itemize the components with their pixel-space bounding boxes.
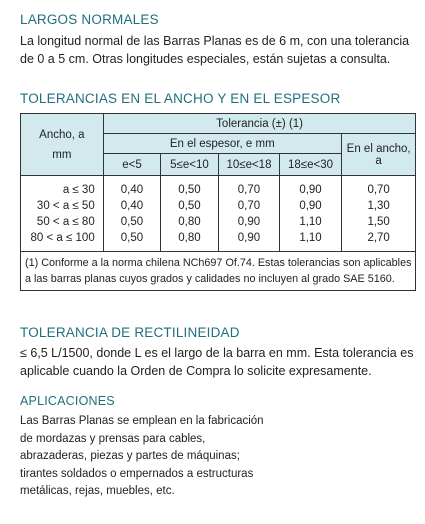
aplicaciones-line: de mordazas y prensas para cables,	[20, 432, 206, 445]
table-value: 1,50	[367, 215, 390, 228]
table-value: 1,10	[299, 231, 322, 244]
ancho-tol-header	[341, 134, 416, 176]
table-value: 0,90	[237, 215, 261, 228]
table-value: 0,90	[237, 231, 261, 244]
col-e18-cell	[218, 176, 280, 252]
table-value: 0,80	[178, 215, 201, 228]
sub-header: 5≤e<10	[161, 154, 219, 176]
row-label: 30 < a ≤ 50	[36, 199, 95, 212]
ancho-unit: mm	[52, 148, 72, 161]
ancho-tol-header-line2: a	[375, 154, 382, 167]
table-value: 0,80	[178, 231, 201, 244]
table-value: 0,50	[120, 215, 144, 228]
largos-line: La longitud normal de las Barras Planas es de 6 m, con una tolerancia	[20, 34, 410, 48]
section-title-tolerancias: TOLERANCIAS EN EL ANCHO Y EN EL ESPESOR	[20, 91, 341, 106]
table-value: 0,40	[120, 199, 144, 212]
aplicaciones-line: abrazaderas, piezas y partes de máquinas;	[20, 450, 240, 462]
rectilineidad-line: ≤ 6,5 L/1500, donde L es el largo de la barra en mm. Esta tolerancia es	[20, 346, 414, 360]
col-e10-cell	[161, 176, 219, 252]
table-value: 0,50	[178, 183, 201, 196]
col-e5-cell	[103, 176, 161, 252]
table-value: 2,70	[367, 231, 390, 244]
sub-header: 18≤e<30	[280, 154, 342, 176]
row-label: 50 < a ≤ 80	[36, 215, 95, 228]
table-value: 1,10	[299, 215, 322, 228]
table-footnote	[21, 252, 416, 291]
ancho-header-cell	[21, 114, 104, 176]
tolerance-table	[20, 113, 416, 291]
largos-paragraph	[20, 32, 415, 68]
espesor-header: En el espesor, e mm	[103, 134, 341, 154]
rectilineidad-line: aplicable cuando la Orden de Compra lo solicite expresamente.	[20, 364, 372, 378]
col-e30-cell	[280, 176, 342, 252]
table-value: 0,70	[237, 199, 261, 212]
table-value: 0,70	[367, 183, 390, 196]
largos-line: de 0 a 5 cm. Otras longitudes especiales, están sujetas a consulta.	[20, 52, 391, 66]
table-value: 0,50	[120, 231, 144, 244]
footnote-line: (1) Conforme a la norma chilena NCh697 Of.74. Estas tolerancias son aplicables	[25, 257, 412, 269]
sub-header: 10≤e<18	[218, 154, 280, 176]
aplicaciones-line: metálicas, rejas, muebles, etc.	[20, 485, 175, 497]
aplicaciones-line: tirantes soldados o empernados a estructuras	[20, 467, 254, 480]
ancho-label: Ancho, a	[39, 128, 85, 141]
table-value: 0,50	[178, 199, 201, 212]
row-label: a ≤ 30	[62, 183, 95, 196]
section-title-largos: LARGOS NORMALES	[20, 12, 159, 27]
table-value: 0,90	[299, 199, 322, 212]
footnote-line: a las barras planas cuyos grados y calidades no incluyen al grado SAE 5160.	[25, 273, 395, 285]
aplicaciones-line: Las Barras Planas se emplean en la fabricación	[20, 415, 264, 427]
col-ancho-cell	[341, 176, 416, 252]
ancho-tol-header-line1: En el ancho,	[346, 142, 411, 155]
aplicaciones-paragraph	[20, 413, 415, 501]
row-labels-cell	[21, 176, 104, 252]
table-value: 0,40	[120, 183, 144, 196]
sub-header: e<5	[103, 154, 161, 176]
section-title-aplicaciones: APLICACIONES	[20, 394, 115, 408]
row-label: 80 < a ≤ 100	[30, 231, 95, 244]
rectilineidad-paragraph	[20, 344, 415, 380]
table-value: 0,90	[299, 183, 322, 196]
tolerancia-header: Tolerancia (±) (1)	[103, 114, 416, 134]
table-value: 0,70	[237, 183, 261, 196]
table-value: 1,30	[367, 199, 390, 212]
section-title-rectilineidad: TOLERANCIA DE RECTILINEIDAD	[20, 325, 240, 340]
